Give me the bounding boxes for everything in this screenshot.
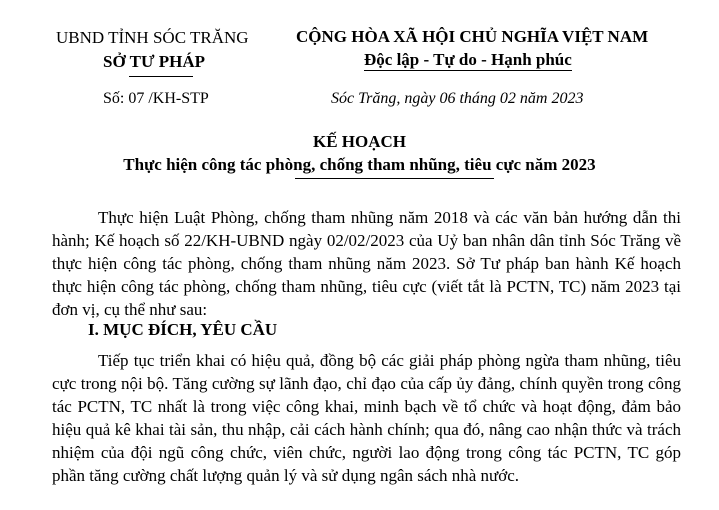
intro-text: Thực hiện Luật Phòng, chống tham nhũng năm 2018 và các văn bản hướng dẫn thi hành; Kế hoạch số 22/KH-UBND ngày 02/02/2023 của Uỷ ban nhân dân tỉnh Sóc Trăng về thực hiện công tác phòng, chống tham nhũng năm 2023. Sở Tư pháp ban hành Kế hoạch thực hiện công tác phòng, chống tham nhũng, tiêu cực (viết tắt là PCTN, TC) năm 2023 tại đơn vị, cụ thể như sau: [52, 208, 681, 319]
document-title: KẾ HOẠCH [312, 132, 407, 151]
national-motto [364, 50, 572, 70]
place-date: Sóc Trăng, ngày 06 tháng 02 năm 2023 [331, 90, 584, 107]
national-motto-text: Độc lập - Tự do - Hạnh phúc [364, 50, 572, 69]
intro-paragraph [52, 206, 681, 321]
agency-underline [129, 76, 193, 77]
section-body-paragraph [52, 349, 681, 487]
document-number: Số: 07 /KH-STP [103, 90, 209, 107]
section-body-text: Tiếp tục triển khai có hiệu quả, đồng bộ các giải pháp phòng ngừa tham nhũng, tiêu cực trong nội bộ. Tăng cường sự lãnh đạo, chỉ đạo của cấp ủy đảng, chính quyền trong công tác PCTN, TC nhất là trong việc công khai, minh bạch về tổ chức và hoạt động, đảm bảo hiệu quả kê khai tài sản, thu nhập, cải cách hành chính; qua đó, nâng cao nhận thức và trách nhiệm của đội ngũ công chức, viên chức, người lao động trong công tác PCTN, TC góp phần tăng cường chất lượng quản lý và sử dụng ngân sách nhà nước. [52, 351, 681, 485]
subtitle-underline [295, 178, 494, 179]
country-name: CỘNG HÒA XÃ HỘI CHỦ NGHĨA VIỆT NAM [296, 27, 649, 46]
section-heading: I. MỤC ĐÍCH, YÊU CẦU [88, 320, 278, 339]
document-subtitle: Thực hiện công tác phòng, chống tham nhũng, tiêu cực năm 2023 [123, 155, 596, 174]
agency-parent: UBND TỈNH SÓC TRĂNG [56, 28, 249, 47]
agency-name: SỞ TƯ PHÁP [103, 52, 206, 71]
